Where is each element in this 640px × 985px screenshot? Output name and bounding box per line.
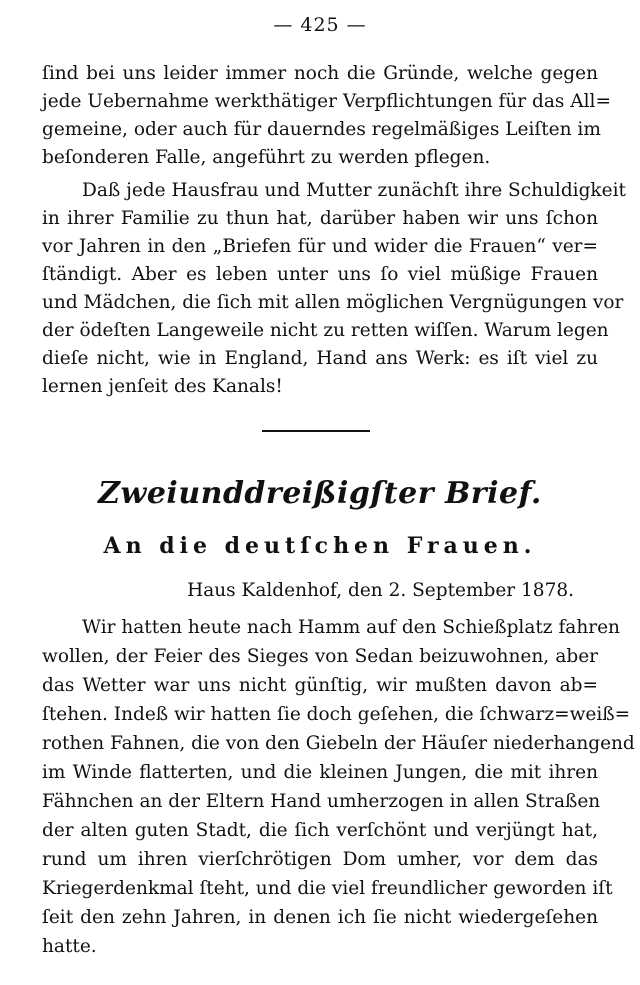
text-line: ſeit den zehn Jahren, in denen ich ſie nicht wiedergeſehen <box>42 907 598 928</box>
section-divider <box>262 430 370 432</box>
text-line: lernen jenſeit des Kanals! <box>42 376 283 397</box>
text-line: Kriegerdenkmal ſteht, und die viel freundlicher geworden iſt <box>42 878 613 899</box>
text-line: gemeine, oder auch für dauerndes regelmäßiges Leiſten im <box>42 119 601 140</box>
text-line: das Wetter war uns nicht günſtig, wir mußten davon ab= <box>42 675 598 696</box>
text-line: vor Jahren in den „Briefen für und wider die Frauen“ ver= <box>42 236 598 257</box>
text-line: rund um ihren vierſchrötigen Dom umher, vor dem das <box>42 849 598 870</box>
text-line: Wir hatten heute nach Hamm auf den Schießplatz fahren <box>82 617 620 638</box>
text-line: wollen, der Feier des Sieges von Sedan beizuwohnen, aber <box>42 646 598 667</box>
text-line: in ihrer Familie zu thun hat, darüber haben wir uns ſchon <box>42 208 598 229</box>
letter-subtitle: An die deutſchen Frauen. <box>103 533 537 559</box>
text-line: Fähnchen an der Eltern Hand umherzogen in allen Straßen <box>42 791 601 812</box>
text-line: hatte. <box>42 936 97 957</box>
text-line: ſtändigt. Aber es leben unter uns ſo viel müßige Frauen <box>42 264 598 285</box>
text-line: jede Uebernahme werkthätiger Verpflichtungen für das All= <box>42 91 611 112</box>
text-line: und Mädchen, die ſich mit allen möglichen Vergnügungen vor <box>42 292 624 313</box>
letter-title: Zweiunddreißigſter Brief. <box>98 476 542 511</box>
text-line: ſtehen. Indeß wir hatten ſie doch geſehen, die ſchwarz=weiß= <box>42 704 631 725</box>
dateline: Haus Kaldenhof, den 2. September 1878. <box>187 580 574 601</box>
text-line: Daß jede Hausfrau und Mutter zunächſt ihre Schuldigkeit <box>82 180 626 201</box>
text-line: der alten guten Stadt, die ſich verſchönt und verjüngt hat, <box>42 820 598 841</box>
text-line: ſind bei uns leider immer noch die Gründe, welche gegen <box>42 63 598 84</box>
page-number: — 425 — <box>273 14 367 36</box>
text-line: der ödeſten Langeweile nicht zu retten wiſſen. Warum legen <box>42 320 609 341</box>
text-line: rothen Fahnen, die von den Giebeln der Häuſer niederhangend <box>42 733 635 754</box>
text-line: beſonderen Falle, angeführt zu werden pflegen. <box>42 147 491 168</box>
text-line: im Winde flatterten, und die kleinen Jungen, die mit ihren <box>42 762 598 783</box>
text-line: dieſe nicht, wie in England, Hand ans Werk: es iſt viel zu <box>42 348 598 369</box>
